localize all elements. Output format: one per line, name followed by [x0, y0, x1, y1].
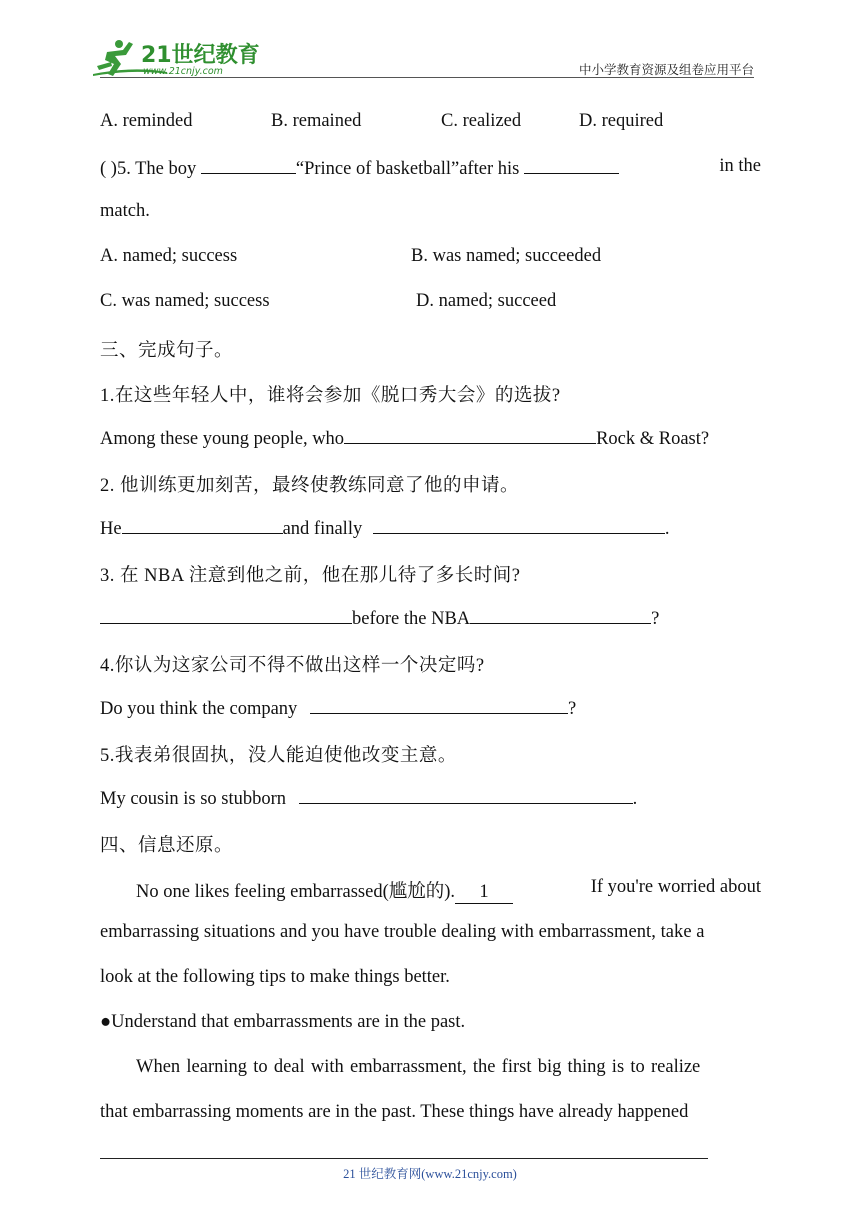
- s3-q2-blank-2[interactable]: [373, 516, 665, 534]
- q4-option-c: C. realized: [441, 111, 522, 131]
- header-rule: [100, 77, 754, 78]
- s3-q5-blank[interactable]: [299, 786, 633, 804]
- s4-p2-line2: that embarrassing moments are in the past. These things have already happened: [100, 1102, 689, 1122]
- s4-p1-line3: look at the following tips to make things better.: [100, 967, 450, 987]
- s3-q1-blank[interactable]: [344, 426, 596, 444]
- s3-q2-chinese: 2. 他训练更加刻苦，最终使教练同意了他的申请。: [100, 476, 520, 496]
- q5-blank-1[interactable]: [201, 156, 296, 174]
- s3-q1-english: Among these young people, who Rock & Roast?: [100, 426, 709, 450]
- section-4-title: 四、信息还原。: [100, 836, 234, 856]
- q5-option-a: A. named; success: [100, 246, 238, 266]
- s3-q4-chinese: 4.你认为这家公司不得不做出这样一个决定吗?: [100, 656, 485, 676]
- s3-q1-chinese: 1.在这些年轻人中，谁将会参加《脱口秀大会》的选拔?: [100, 386, 561, 406]
- q5-option-b: B. was named; succeeded: [411, 246, 602, 266]
- s3-q4-english: Do you think the company ?: [100, 696, 576, 720]
- svg-text:21世纪教育: 21世纪教育: [141, 43, 260, 68]
- platform-name: 中小学教育资源及组卷应用平台: [578, 63, 754, 77]
- s3-q5-chinese: 5.我表弟很固执，没人能迫使他改变主意。: [100, 746, 457, 766]
- s3-q2-blank-1[interactable]: [122, 516, 283, 534]
- q4-option-d: D. required: [579, 111, 664, 131]
- q5-option-d: D. named; succeed: [416, 291, 557, 311]
- q5-stem: ( )5. The boy “Prince of basketball”after his in the: [100, 156, 761, 179]
- q5-blank-2[interactable]: [524, 156, 619, 174]
- s3-q2-english: He and finally .: [100, 516, 669, 540]
- s3-q3-blank-1[interactable]: [100, 606, 352, 624]
- footer-link[interactable]: 21 世纪教育网(www.21cnjy.com): [343, 1167, 517, 1181]
- q4-option-b: B. remained: [271, 111, 362, 131]
- s4-tip-1: ●Understand that embarrassments are in the past.: [100, 1012, 466, 1032]
- s4-p1-line2: embarrassing situations and you have trouble dealing with embarrassment, take a: [100, 922, 705, 942]
- s4-blank-1[interactable]: 1: [455, 882, 513, 904]
- q4-option-a: A. reminded: [100, 111, 193, 131]
- s3-q3-blank-2[interactable]: [470, 606, 651, 624]
- q5-stem-cont: match.: [100, 201, 150, 221]
- s3-q5-english: My cousin is so stubborn .: [100, 786, 637, 810]
- s3-q3-chinese: 3. 在 NBA 注意到他之前，他在那儿待了多长时间?: [100, 566, 521, 586]
- q5-option-c: C. was named; success: [100, 291, 270, 311]
- footer-rule: [100, 1158, 708, 1159]
- s3-q4-blank[interactable]: [310, 696, 568, 714]
- svg-text:www.21cnjy.com: www.21cnjy.com: [143, 66, 223, 77]
- s4-p2-line1: When learning to deal with embarrassment, the first big thing is to realize: [136, 1057, 701, 1077]
- site-logo: [93, 36, 263, 80]
- section-3-title: 三、完成句子。: [100, 341, 234, 361]
- s4-p1-line1: No one likes feeling embarrassed(尴尬的). 1 If you're worried about: [136, 877, 761, 902]
- s3-q3-english: before the NBA ?: [100, 606, 659, 630]
